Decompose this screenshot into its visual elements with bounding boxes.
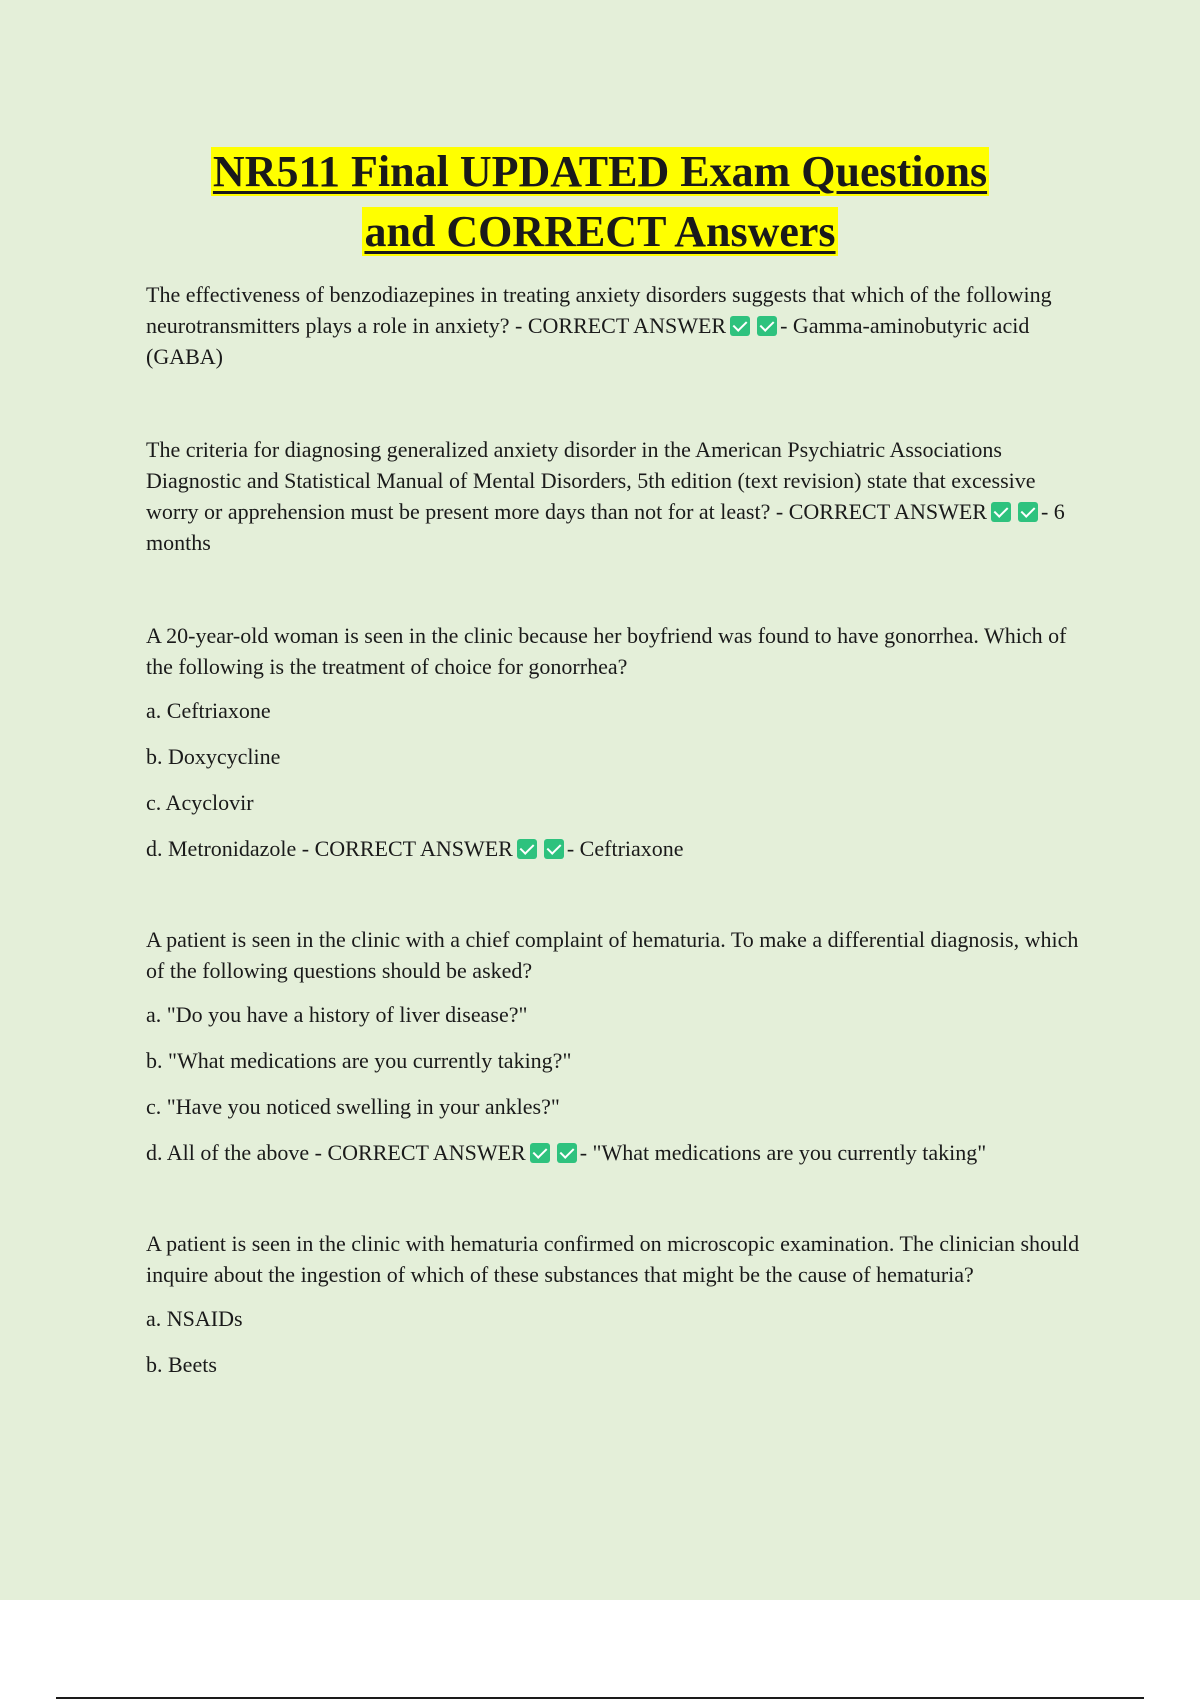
question-1-text: The effectiveness of benzodiazepines in treating anxiety disorders suggests that which of the following neurotransmitters plays a role in anxiety? - <box>146 282 1052 338</box>
correct-answer-label: CORRECT ANSWER <box>788 499 987 524</box>
green-checkmark-icon <box>517 839 537 859</box>
correct-answer-label: CORRECT ANSWER <box>327 1140 526 1165</box>
question-5-option-b: b. Beets <box>146 1352 217 1377</box>
green-checkmark-icon <box>730 316 750 336</box>
question-3 <box>146 620 1086 864</box>
question-2-text: The criteria for diagnosing generalized anxiety disorder in the American Psychiatric Associations Diagnostic and Statistical Manual of Mental Disorders, 5th edition (text revision) state that excessive worry or apprehension must be present more days than not for at least? - <box>146 437 1036 524</box>
question-list <box>146 279 1086 1380</box>
question-3-option-b: b. Doxycycline <box>146 744 281 769</box>
page-footer-divider <box>56 1697 1144 1699</box>
document-title <box>0 142 1200 262</box>
green-checkmark-icon <box>530 1143 550 1163</box>
correct-answer-label: CORRECT ANSWER <box>527 313 727 338</box>
question-5-option-a: a. NSAIDs <box>146 1306 243 1331</box>
question-4-option-d: d. All of the above - <box>146 1140 328 1165</box>
green-checkmark-icon <box>1018 502 1038 522</box>
question-3-option-c: c. Acyclovir <box>146 790 254 815</box>
green-checkmark-icon <box>557 1143 577 1163</box>
correct-answer-label: CORRECT ANSWER <box>314 836 513 861</box>
green-checkmark-icon <box>991 502 1011 522</box>
title-line-1: NR511 Final UPDATED Exam Questions <box>212 147 988 196</box>
question-3-answer: - Ceftriaxone <box>566 836 684 861</box>
question-5 <box>146 1228 1086 1380</box>
green-checkmark-icon <box>544 839 564 859</box>
question-4-option-b: b. "What medications are you currently taking?" <box>146 1048 572 1073</box>
question-3-text: A 20-year-old woman is seen in the clinic because her boyfriend was found to have gonorrhea. Which of the following is the treatment of choice for gonorrhea? <box>146 623 1067 679</box>
question-1 <box>146 279 1086 372</box>
question-4-option-c: c. "Have you noticed swelling in your ankles?" <box>146 1094 560 1119</box>
question-4-option-a: a. "Do you have a history of liver disease?" <box>146 1002 528 1027</box>
green-checkmark-icon <box>757 316 777 336</box>
question-5-text: A patient is seen in the clinic with hematuria confirmed on microscopic examination. The clinician should inquire about the ingestion of which of these substances that might be the cause of hematuria? <box>146 1231 1080 1287</box>
question-4-text: A patient is seen in the clinic with a chief complaint of hematuria. To make a differential diagnosis, which of the following questions should be asked? <box>146 927 1079 983</box>
question-2 <box>146 434 1086 558</box>
question-3-option-a: a. Ceftriaxone <box>146 698 271 723</box>
question-1-answer: - Gamma-aminobutyric acid (GABA) <box>146 313 1030 369</box>
title-line-2: and CORRECT Answers <box>364 207 836 256</box>
question-4 <box>146 924 1086 1168</box>
question-2-answer: - 6 months <box>146 499 1065 555</box>
question-3-option-d: d. Metronidazole - <box>146 836 315 861</box>
question-4-answer: - "What medications are you currently taking" <box>579 1140 987 1165</box>
